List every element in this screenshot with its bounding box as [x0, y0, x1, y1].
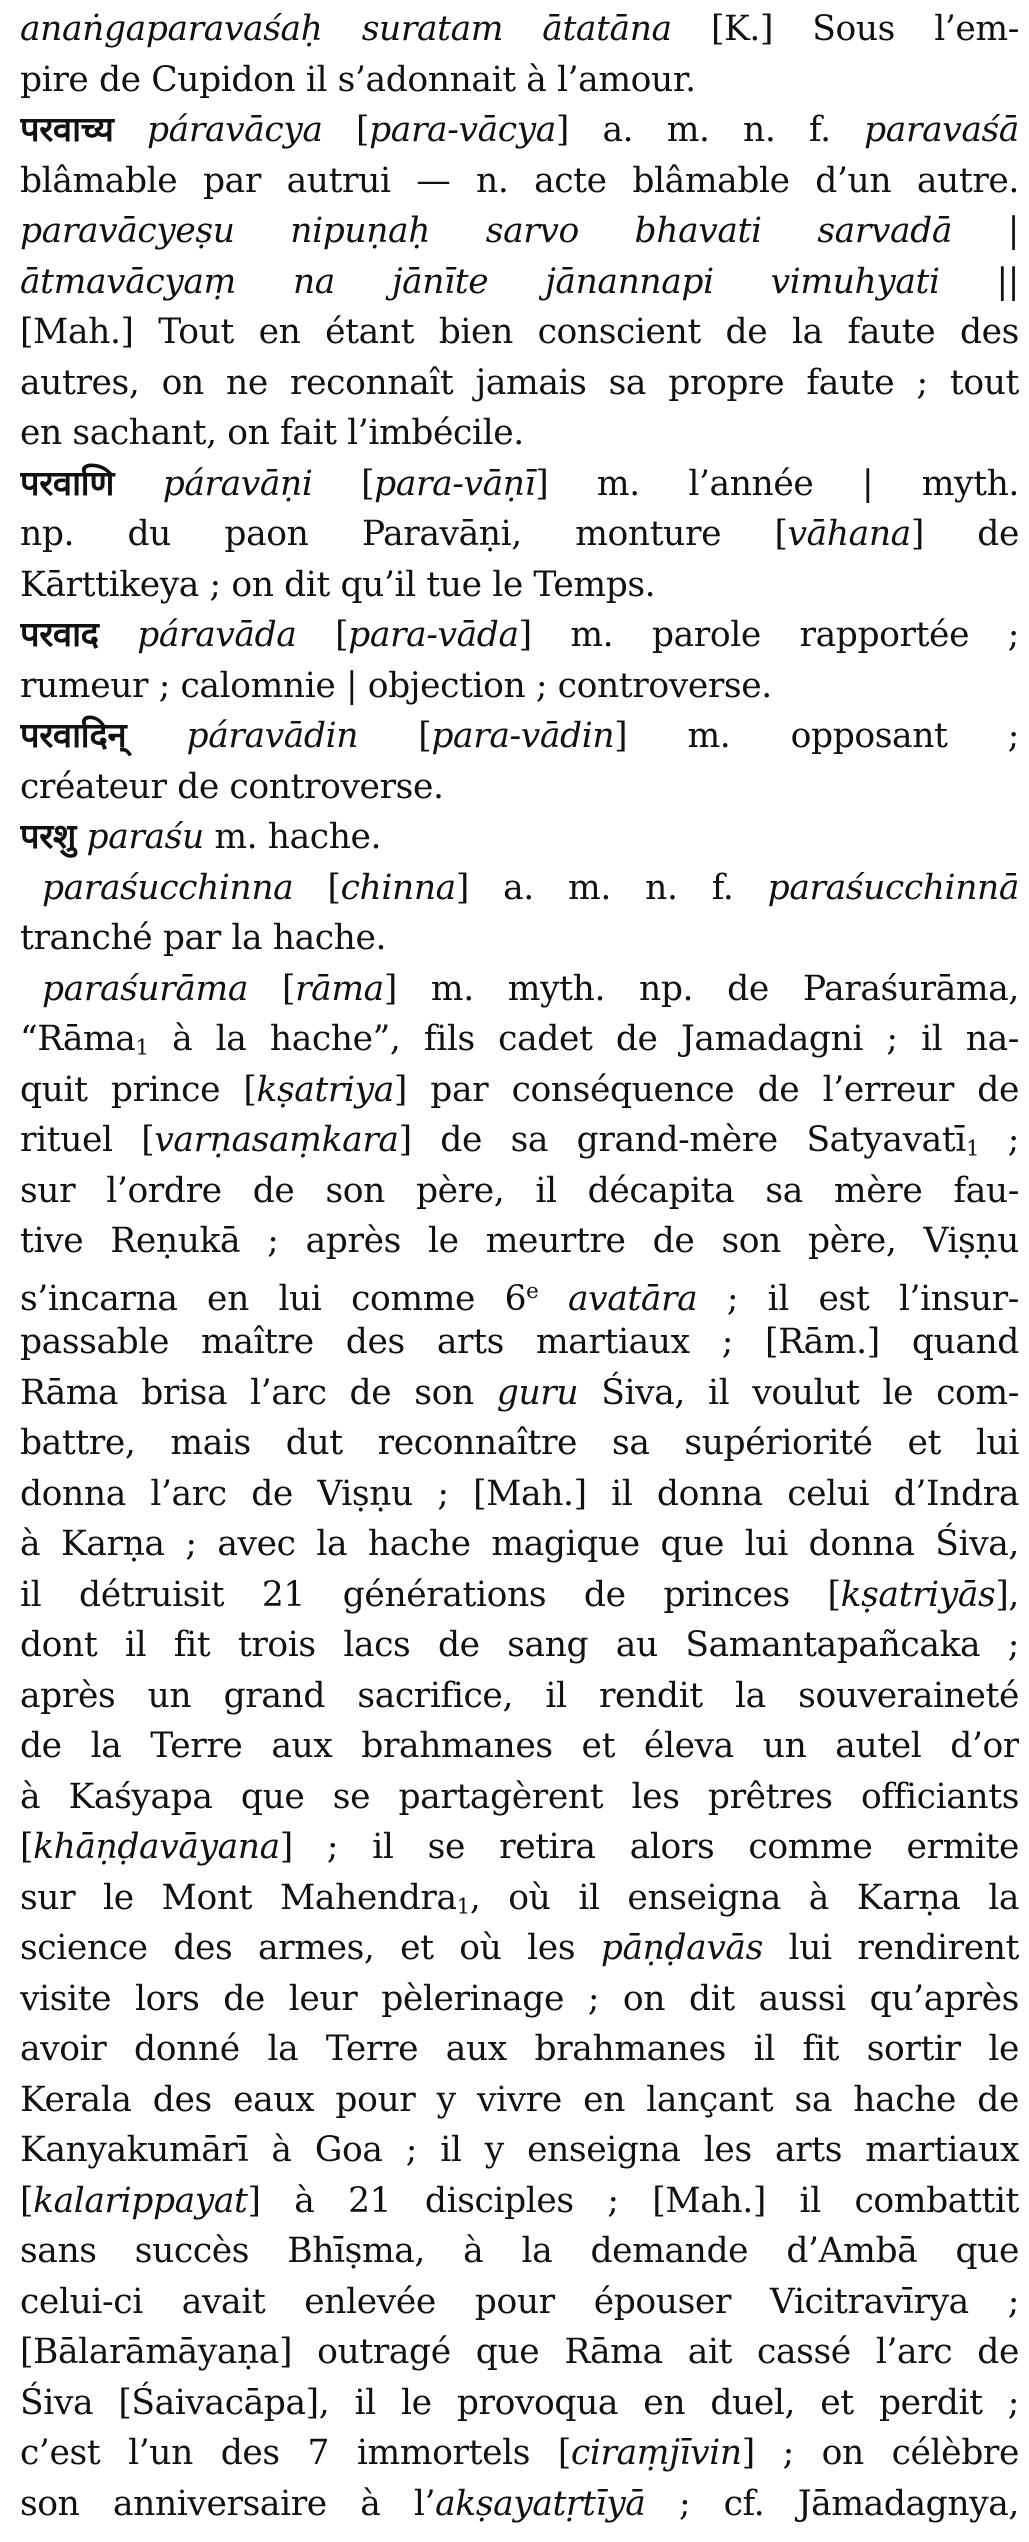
- text-line: [20, 105, 1019, 156]
- text-line: [20, 459, 1019, 510]
- text-segment: 1: [965, 1136, 980, 1162]
- italic-term: ciraṃjīvin: [570, 2433, 742, 2473]
- text-segment: ] m. opposant ;: [614, 716, 1019, 756]
- text-line: [20, 1368, 1019, 1419]
- text-segment: [Bālarāmāyaṇa] outragé que Rāma ait cassé l’arc de: [20, 2332, 1019, 2372]
- italic-term: chinna: [340, 867, 456, 908]
- text-line: [20, 1974, 1019, 2025]
- text-segment: rumeur ; calomnie | objection ; controverse.: [20, 665, 772, 706]
- text-line: [20, 2479, 1019, 2530]
- text-segment: Rāma brisa l’arc de son: [20, 1372, 497, 1413]
- text-segment: , où il enseigna à Karṇa la: [469, 1877, 1019, 1918]
- devanagari-headword: परवादिन्: [20, 716, 127, 756]
- italic-term: vāhana: [787, 514, 911, 554]
- text-line: [20, 1519, 1019, 1570]
- text-segment: ] m. myth. np. de Paraśurāma,: [383, 968, 1019, 1009]
- text-segment: [: [293, 867, 341, 908]
- text-segment: ] de: [910, 514, 1019, 554]
- text-line: [20, 2125, 1019, 2176]
- italic-term: paraśurāma: [42, 968, 248, 1009]
- text-segment: sur l’ordre de son père, il décapita sa mère fau-: [20, 1170, 1019, 1211]
- italic-term: para-vāda: [348, 615, 519, 655]
- text-segment: son anniversaire à l’: [20, 2483, 436, 2524]
- text-segment: Śiva, il voulut le com-: [578, 1372, 1019, 1413]
- text-segment: e: [526, 1278, 539, 1304]
- text-line: [20, 509, 1019, 560]
- text-segment: [538, 1278, 568, 1317]
- text-line: [20, 913, 1019, 964]
- text-line: [20, 358, 1019, 409]
- italic-term: kalarippayat: [33, 2180, 248, 2221]
- text-segment: sur le Mont Mahendra: [20, 1877, 457, 1918]
- italic-term: para-vādin: [431, 716, 615, 756]
- text-line: [20, 610, 1019, 661]
- text-line: [20, 1671, 1019, 1722]
- text-segment: 1: [456, 1894, 470, 1920]
- text-segment: autres, on ne reconnaît jamais sa propre faute ; tout: [20, 362, 1019, 403]
- text-line: [20, 156, 1019, 207]
- text-line: [20, 1317, 1019, 1368]
- italic-term: varṇasaṃkara: [154, 1120, 399, 1160]
- text-segment: [76, 817, 87, 857]
- text-segment: Śiva [Śaivacāpa], il le provoqua en duel, et perdit ;: [20, 2382, 1019, 2423]
- text-line: [20, 1772, 1019, 1823]
- text-segment: c’est l’un des 7 immortels [: [20, 2433, 571, 2473]
- text-line: [20, 2378, 1019, 2429]
- text-segment: [K.] Sous l’em-: [671, 9, 1019, 49]
- text-segment: [114, 110, 148, 150]
- text-segment: passable maître des arts martiaux ; [Rām.] quand: [20, 1322, 1019, 1362]
- text-segment: à la hache”, fils cadet de Jamadagni ; il na-: [148, 1019, 1019, 1059]
- text-line: [20, 2277, 1019, 2328]
- text-segment: avoir donné la Terre aux brahmanes il fit sortir le: [20, 2029, 1019, 2069]
- text-segment: [126, 716, 186, 756]
- italic-term: akṣayatṛtīyā: [435, 2483, 646, 2524]
- text-line: [20, 257, 1019, 308]
- text-line: [20, 1014, 1019, 1065]
- italic-term: para-vācya: [369, 110, 556, 150]
- text-segment: dont il fit trois lacs de sang au Samantapañcaka ;: [20, 1625, 1019, 1665]
- italic-term: kṣatriya: [256, 1069, 394, 1110]
- text-segment: lui rendirent: [762, 1928, 1019, 1968]
- text-segment: ] m. l’année | myth.: [535, 463, 1019, 504]
- text-line: [20, 1469, 1019, 1520]
- devanagari-headword: परशु: [20, 817, 76, 857]
- text-segment: rituel [: [20, 1120, 155, 1160]
- text-line: [20, 1115, 1019, 1166]
- italic-term: páravāda: [137, 615, 297, 655]
- text-line: [20, 1873, 1019, 1924]
- text-segment: ] ; il se retira alors comme ermite: [279, 1827, 1019, 1867]
- text-segment: sans succès Bhīṣma, à la demande d’Ambā que: [20, 2231, 1019, 2271]
- devanagari-headword: परवाच्य: [20, 110, 114, 150]
- text-segment: ] de sa grand-mère Satyavatī: [398, 1120, 966, 1160]
- text-segment: de la Terre aux brahmanes et éleva un autel d’or: [20, 1726, 1019, 1766]
- text-segment: ; il est l’insur-: [697, 1278, 1019, 1317]
- text-line: [20, 1166, 1019, 1217]
- italic-term: paravaśā: [864, 110, 1019, 150]
- devanagari-headword: परवाणि: [20, 463, 115, 504]
- italic-term: paraśucchinna: [42, 867, 294, 908]
- text-segment: [: [312, 463, 375, 504]
- text-line: [20, 1570, 1019, 1621]
- italic-term: ātmavācyaṃ na jānīte jānannapi vimuhyati ||: [20, 261, 1019, 302]
- text-line: [20, 2024, 1019, 2075]
- text-segment: Kanyakumārī à Goa ; il y enseigna les arts martiaux: [20, 2130, 1019, 2170]
- text-line: [20, 1418, 1019, 1469]
- text-line: [20, 2226, 1019, 2277]
- text-segment: [: [322, 110, 370, 150]
- devanagari-headword: परवाद: [20, 615, 99, 655]
- text-line: [20, 1721, 1019, 1772]
- text-line: [20, 1267, 1019, 1318]
- text-line: [20, 1923, 1019, 1974]
- text-segment: [: [296, 615, 349, 655]
- text-segment: visite lors de leur pèlerinage ; on dit aussi qu’après: [20, 1978, 1019, 2019]
- text-segment: blâmable par autrui — n. acte blâmable d’un autre.: [20, 160, 1019, 201]
- text-segment: ; cf. Jāmadagnya,: [645, 2483, 1019, 2524]
- text-line: [20, 711, 1019, 762]
- text-segment: à Kaśyapa que se partagèrent les prêtres officiants: [20, 1776, 1019, 1817]
- text-line: [20, 1216, 1019, 1267]
- text-segment: 1: [135, 1035, 149, 1061]
- italic-term: khāṇḍavāyana: [33, 1827, 280, 1867]
- text-line: [20, 2176, 1019, 2227]
- text-segment: tive Reṇukā ; après le meurtre de son père, Viṣṇu: [20, 1221, 1019, 1261]
- text-segment: en sachant, on fait l’imbécile.: [20, 413, 524, 453]
- text-segment: pire de Cupidon il s’adonnait à l’amour.: [20, 59, 696, 100]
- text-line: [20, 560, 1019, 611]
- italic-term: páravācya: [147, 110, 323, 150]
- text-segment: m. hache.: [203, 817, 382, 857]
- text-segment: ],: [995, 1574, 1019, 1615]
- italic-term: rāma: [295, 968, 384, 1009]
- text-segment: [: [358, 716, 432, 756]
- text-line: [20, 863, 1019, 914]
- text-line: [20, 1065, 1019, 1116]
- text-segment: [: [20, 2180, 34, 2221]
- text-line: [20, 307, 1019, 358]
- text-segment: Kārttikeya ; on dit qu’il tue le Temps.: [20, 564, 656, 605]
- text-line: [20, 762, 1019, 813]
- text-segment: tranché par la hache.: [20, 918, 387, 958]
- text-line: [20, 55, 1019, 106]
- italic-term: paraśucchinnā: [767, 867, 1019, 908]
- text-segment: np. du paon Paravāṇi, monture [: [20, 514, 788, 554]
- text-segment: ] à 21 disciples ; [Mah.] il combattit: [247, 2180, 1019, 2221]
- text-segment: Kerala des eaux pour y vivre en lançant sa hache de: [20, 2079, 1019, 2120]
- italic-term: guru: [496, 1372, 579, 1413]
- text-segment: [Mah.] Tout en étant bien conscient de la faute des: [20, 312, 1019, 352]
- italic-term: paraśu: [86, 817, 204, 857]
- text-segment: science des armes, et où les: [20, 1928, 601, 1968]
- text-segment: après un grand sacrifice, il rendit la souveraineté: [20, 1675, 1019, 1716]
- text-segment: [: [247, 968, 296, 1009]
- text-segment: [99, 615, 138, 655]
- text-line: [20, 661, 1019, 712]
- italic-term: paravācyeṣu nipuṇaḥ sarvo bhavati sarvadā |: [20, 211, 1019, 251]
- italic-term: páravāṇi: [162, 463, 313, 504]
- text-segment: ] a. m. n. f.: [455, 867, 768, 908]
- text-segment: “Rāma: [20, 1019, 136, 1059]
- text-line: [20, 1620, 1019, 1671]
- text-line: [20, 964, 1019, 1015]
- text-line: [20, 206, 1019, 257]
- italic-term: páravādin: [186, 716, 359, 756]
- text-segment: quit prince [: [20, 1069, 257, 1110]
- italic-term: anaṅgaparavaśaḥ suratam ātatāna: [20, 9, 672, 49]
- text-segment: ;: [979, 1120, 1019, 1160]
- text-segment: à Karṇa ; avec la hache magique que lui donna Śiva,: [20, 1524, 1019, 1564]
- text-line: [20, 4, 1019, 55]
- italic-term: pāṇḍavās: [600, 1928, 763, 1968]
- text-line: [20, 1822, 1019, 1873]
- text-line: [20, 2428, 1019, 2479]
- text-segment: battre, mais dut reconnaître sa supériorité et lui: [20, 1423, 1019, 1463]
- text-segment: ] ; on célèbre: [741, 2433, 1019, 2473]
- text-line: [20, 408, 1019, 459]
- text-segment: ] par conséquence de l’erreur de: [393, 1069, 1019, 1110]
- text-segment: [: [20, 1827, 34, 1867]
- text-segment: donna l’arc de Viṣṇu ; [Mah.] il donna celui d’Indra: [20, 1473, 1019, 1514]
- text-line: [20, 812, 1019, 863]
- text-segment: créateur de controverse.: [20, 766, 444, 807]
- text-segment: s’incarna en lui comme 6: [20, 1278, 527, 1317]
- text-line: [20, 2075, 1019, 2126]
- text-segment: ] a. m. n. f.: [555, 110, 865, 150]
- text-segment: il détruisit 21 générations de princes [: [20, 1574, 841, 1615]
- text-segment: [114, 464, 163, 504]
- italic-term: para-vāṇī: [374, 463, 536, 504]
- text-segment: ] m. parole rapportée ;: [518, 615, 1019, 655]
- italic-term: kṣatriyās: [840, 1574, 996, 1615]
- text-line: [20, 2327, 1019, 2378]
- text-segment: celui-ci avait enlevée pour épouser Vicitravīrya ;: [20, 2281, 1019, 2322]
- italic-term: avatāra: [568, 1278, 698, 1317]
